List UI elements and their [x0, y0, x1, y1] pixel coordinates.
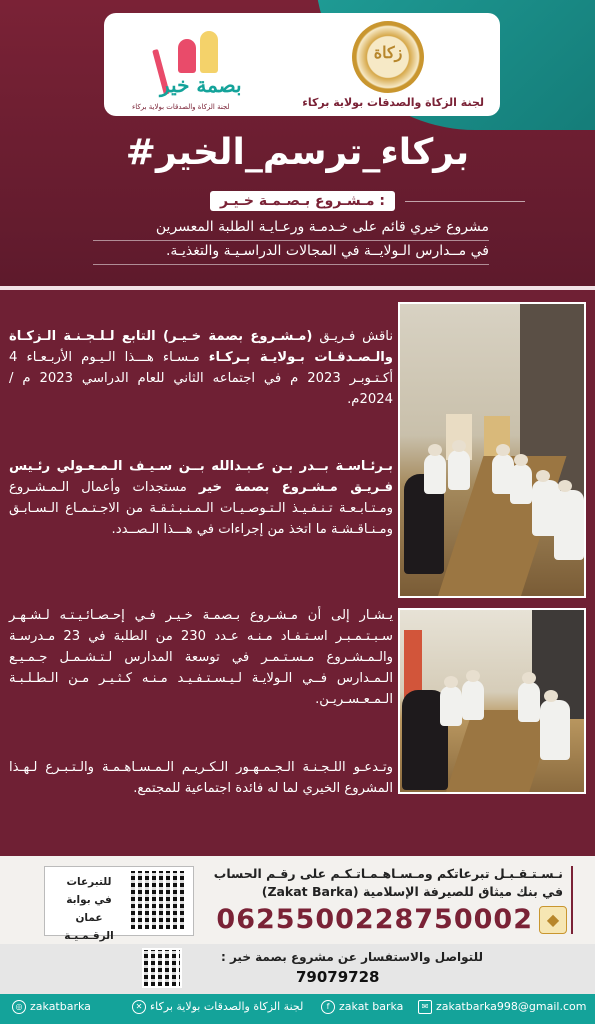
project-description-line-2: في مــدارس الـولايــة في المجالات الدراسـيـة والتغذيـة.: [165, 243, 489, 259]
project-description-line-1: مشروع خيري قائم على خـدمـة ورعـايـة الطلبة المعسرين: [155, 219, 489, 235]
meeting-photo-1: [398, 302, 586, 598]
meethaq-bank-icon: ◆: [539, 906, 567, 934]
news-paragraph-1: [9, 326, 393, 410]
news-paragraph-4: وتـدعـو اللـجـنـة الـجـمـهـور الـكـريـم الـمـسـاهـمـة والـتـبـرع لـهـذا المشروع الخيري لما له فائدة اجتماعية للمجتمع.: [9, 760, 393, 796]
facebook-handle: zakat barka: [339, 1000, 404, 1013]
social-twitter[interactable]: [128, 1000, 303, 1014]
bank-account-number: 0625500228750002: [216, 904, 533, 935]
divider: [93, 240, 489, 241]
email-address: zakatbarka998@gmail.com: [436, 1000, 587, 1013]
contact-band: [0, 944, 595, 994]
basma-logo-text: بصمة خير: [160, 73, 242, 97]
social-facebook[interactable]: [317, 1000, 403, 1014]
news-paragraph-2: [9, 456, 393, 540]
campaign-hashtag: #بركاء_ترسم_الخير: [125, 132, 470, 173]
p2-rest: مستجدات وأعمال الـمـشـروع ومـتـابـعـة تـنـفـيـذ الـتـوصـيـات الـمـنـبـثـقـة من الاجـتـمـاع الـسـابـق ومـنـاقـشـة ما اتخذ من إجراءات في هـــذا الـصــدد.: [9, 480, 393, 537]
logo-card: [104, 13, 500, 116]
project-label: مـشـروع بـصـمـة خـيـر :: [210, 191, 395, 211]
basma-logo-subtitle: لجنة الزكاة والصدقات بولاية بركاء: [132, 103, 230, 111]
donation-line-2: في بنك ميثاق للصيرفة الإسلامية (Zakat Barka): [261, 884, 563, 899]
qr-label: للتبرعات في بوابة عمان الرقـمـيـة: [64, 876, 114, 942]
social-instagram[interactable]: [8, 1000, 91, 1014]
qr-code-icon[interactable]: [131, 871, 187, 929]
zakat-seal-icon: [352, 21, 424, 93]
zakat-seal-text: زكاة: [373, 43, 403, 62]
donation-line-1: نـسـتـقـبـل تبرعاتكم ومـسـاهـمـاتـكـم على رقـم الحساب: [213, 866, 563, 881]
contact-label: للتواصل والاستفسار عن مشروع بصمة خير :: [220, 950, 483, 964]
p1-bold: (مـشـروع بصمة خـيـر) التابع لـلـجـنـة الـزكـاة والـصـدقـات بـولايـة بـركـاء: [9, 329, 393, 365]
facebook-icon: f: [321, 1000, 335, 1014]
social-band: [0, 994, 595, 1024]
basma-khair-logo: [132, 19, 262, 111]
zakat-committee-name: لجنة الزكاة والصدقات بولاية بركاء: [302, 96, 484, 109]
divider: [571, 866, 573, 934]
news-paragraph-3: يـشـار إلى أن مـشـروع بـصمـة خـيـر فـي إحـصـائـيـتـه لـشـهـر سـبـتـمـبـر اسـتـفـاد مـنـه عـدد 230 من الطلبة في 23 مـدرسـة والـمـشـروع مـسـتـمـر في توسعة المدارس لـتـشـمـل جـمـيـع الـمـدارس فــي الـولايـة لـيـسـتـفـيـد مـنـه كـثـيـر مـن الـطـلـبـة الـمـعـسـريـن.: [9, 608, 393, 707]
zakat-committee-logo: [294, 21, 484, 113]
children-illustration-icon: [172, 23, 232, 73]
p1-rest: مـسـاء هـــذا الـيـوم الأربـعـاء 4 أكـتـوبـر 2023 م في اجتماعه الثاني للعام الدراسي 2023 م / 2024م.: [9, 350, 393, 407]
p2-bold: بـرئـاسـة بــدر بـن عـبـدالله بــن سـيـف الـمـعـولي رئـيس فـريـق مـشـروع بصمة خير: [9, 459, 393, 495]
p1-intro: ناقش فـريـق: [312, 329, 393, 344]
twitter-icon: ✕: [132, 1000, 146, 1014]
qr-code-icon[interactable]: [144, 950, 180, 986]
divider: [93, 264, 489, 265]
instagram-handle: zakatbarka: [30, 1000, 91, 1013]
email-icon: ✉: [418, 1000, 432, 1014]
social-email[interactable]: [414, 1000, 586, 1014]
contact-qr[interactable]: [142, 948, 182, 988]
contact-phone[interactable]: 79079728: [296, 968, 380, 986]
instagram-icon: ◎: [12, 1000, 26, 1014]
donation-qr-box[interactable]: [44, 866, 194, 942]
meeting-photo-2: [398, 608, 586, 794]
twitter-handle: لجنة الزكاة والصدقات بولاية بركاء: [150, 1000, 304, 1013]
